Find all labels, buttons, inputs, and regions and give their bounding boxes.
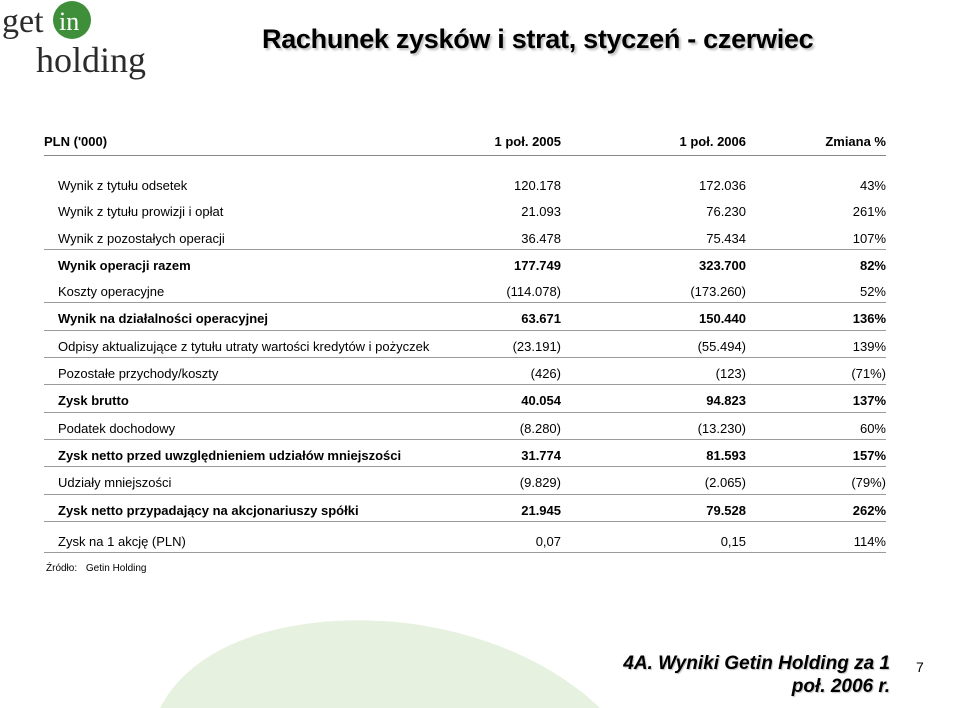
footer-section-title — [620, 652, 890, 698]
row-label: Podatek dochodowy — [58, 420, 176, 436]
table-row — [44, 223, 886, 250]
row-label: Udziały mniejszości — [58, 475, 172, 491]
row-value-2005: (9.829) — [519, 475, 561, 491]
row-value-2005: (426) — [530, 366, 561, 382]
logo-word-in: in — [59, 7, 80, 36]
row-label: Koszty operacyjne — [58, 284, 165, 300]
header-h1-2005: 1 poł. 2005 — [494, 134, 561, 149]
row-label: Zysk netto przypadający na akcjonariuszy spółki — [58, 502, 359, 518]
table-row-total — [44, 385, 886, 412]
row-change: (79%) — [851, 475, 886, 491]
source-value: Getin Holding — [85, 563, 147, 574]
row-value-2006: (173.260) — [690, 284, 746, 300]
row-value-2006: 94.823 — [706, 393, 746, 409]
table-header — [44, 133, 886, 156]
row-change: 261% — [852, 204, 886, 220]
row-label: Wynik na działalności operacyjnej — [58, 311, 268, 327]
row-label: Zysk netto przed uwzględnieniem udziałów mniejszości — [58, 447, 402, 463]
logo-word-holding: holding — [36, 40, 147, 80]
table-row — [44, 170, 886, 196]
row-value-2005: 177.749 — [514, 257, 561, 273]
row-value-2006: 150.440 — [699, 311, 746, 327]
row-change: 136% — [852, 311, 886, 327]
footer-line-2: poł. 2006 r. — [791, 676, 890, 697]
row-change: 52% — [859, 284, 886, 300]
row-value-2005: 36.478 — [521, 230, 561, 246]
source-note — [46, 563, 147, 574]
source-label: Źródło: — [46, 563, 78, 574]
row-value-2005: 120.178 — [514, 178, 561, 193]
row-change: 157% — [852, 447, 886, 463]
row-change: 82% — [859, 257, 886, 273]
row-label: Wynik z pozostałych operacji — [58, 230, 225, 246]
row-value-2006: 81.593 — [706, 447, 746, 463]
row-label: Zysk brutto — [58, 393, 129, 409]
table-row — [44, 358, 886, 385]
row-change: 139% — [852, 338, 886, 354]
row-value-2006: 0,15 — [720, 533, 746, 549]
row-value-2006: 172.036 — [699, 178, 746, 193]
table-row — [44, 276, 886, 303]
row-value-2005: 63.671 — [521, 311, 561, 327]
row-value-2005: 40.054 — [521, 393, 561, 409]
header-h1-2006: 1 poł. 2006 — [679, 134, 746, 149]
row-value-2006: (55.494) — [697, 338, 746, 354]
row-label: Pozostałe przychody/koszty — [58, 366, 219, 382]
row-value-2005: (8.280) — [519, 420, 561, 436]
row-change: 60% — [859, 420, 886, 436]
row-label: Odpisy aktualizujące z tytułu utraty wartości kredytów i pożyczek — [58, 338, 430, 354]
table-row — [44, 467, 886, 494]
row-label: Zysk na 1 akcję (PLN) — [58, 533, 186, 549]
row-change: 137% — [852, 393, 886, 409]
table-row — [44, 196, 886, 222]
row-value-2006: 75.434 — [706, 230, 746, 246]
table-row-total — [44, 250, 886, 276]
row-change: 107% — [852, 230, 886, 246]
row-value-2006: 323.700 — [699, 257, 746, 273]
row-value-2005: 31.774 — [521, 447, 561, 463]
table-row-total — [44, 495, 886, 522]
header-currency: PLN ('000) — [44, 134, 108, 149]
row-value-2006: (2.065) — [704, 475, 746, 491]
page-title: Rachunek zysków i strat, styczeń - czerwiec — [262, 24, 814, 54]
row-label: Wynik z tytułu odsetek — [58, 178, 188, 193]
footer-line-1: 4A. Wyniki Getin Holding za 1 — [623, 653, 890, 674]
row-change: 262% — [852, 502, 886, 518]
table-row — [44, 522, 886, 553]
row-label: Wynik operacji razem — [58, 257, 191, 273]
header-change: Zmiana % — [825, 134, 886, 149]
row-value-2005: 0,07 — [535, 533, 561, 549]
row-value-2006: (123) — [715, 366, 746, 382]
income-statement-table — [44, 133, 886, 553]
page-number: 7 — [916, 659, 924, 675]
row-change: 114% — [853, 533, 886, 549]
table-row-total — [44, 303, 886, 330]
table-row — [44, 413, 886, 440]
row-value-2006: 79.528 — [706, 502, 746, 518]
row-label: Wynik z tytułu prowizji i opłat — [58, 204, 224, 220]
row-value-2005: 21.945 — [521, 502, 561, 518]
row-value-2005: (23.191) — [512, 338, 561, 354]
getin-holding-logo — [0, 0, 170, 80]
logo-word-get: get — [2, 3, 44, 40]
row-change: (71%) — [851, 366, 886, 382]
row-value-2005: 21.093 — [521, 204, 561, 220]
table-row — [44, 331, 886, 358]
table-row-total — [44, 440, 886, 467]
row-value-2006: 76.230 — [706, 204, 746, 220]
row-value-2005: (114.078) — [506, 284, 561, 300]
row-value-2006: (13.230) — [697, 420, 746, 436]
row-change: 43% — [859, 178, 886, 193]
